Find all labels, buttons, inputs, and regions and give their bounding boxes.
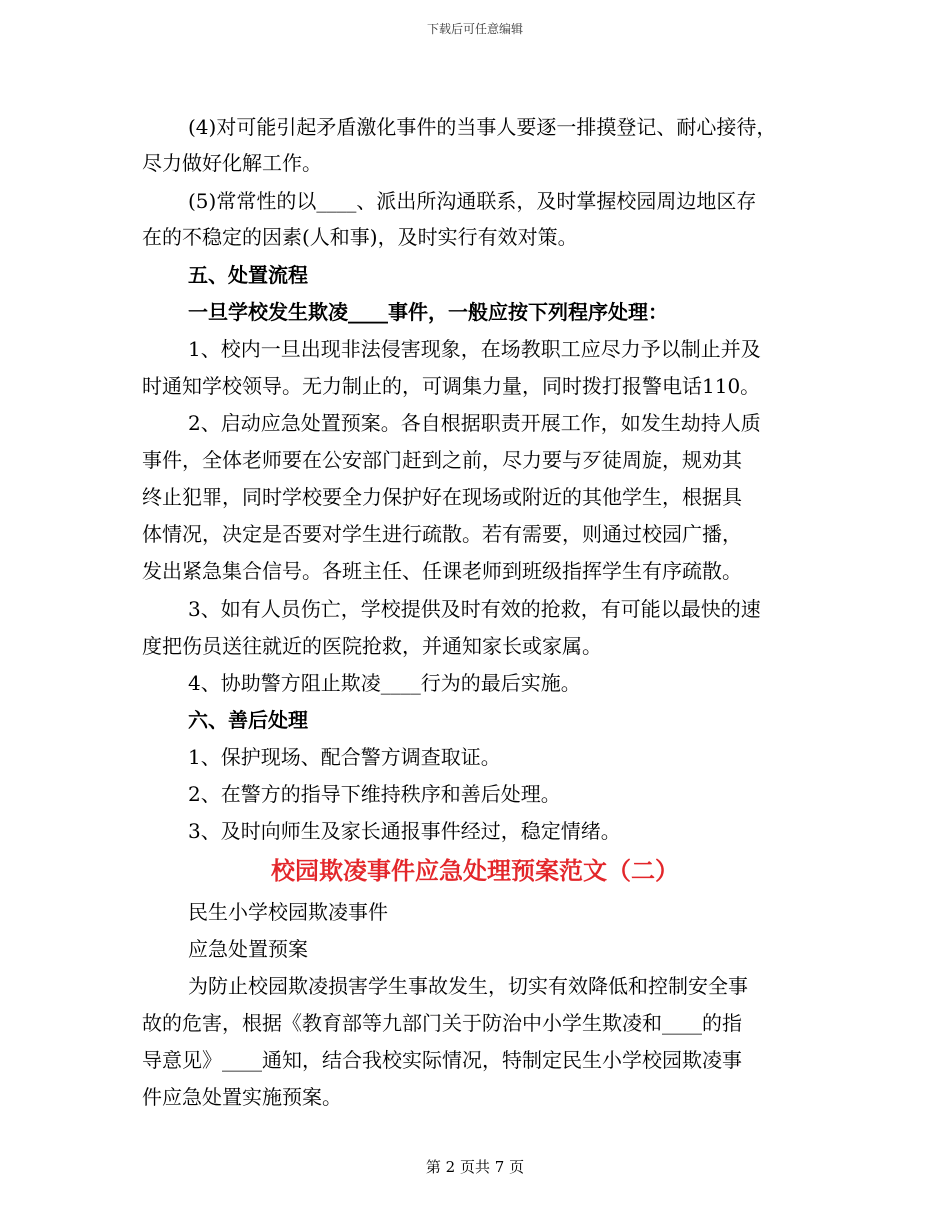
- paragraph-line: 时通知学校领导。无力制止的，可调集力量，同时拨打报警电话110。: [142, 374, 761, 398]
- page-footer: 第 2 页共 7 页: [425, 1158, 525, 1176]
- paragraph-line: 1、保护现场、配合警方调查取证。: [188, 745, 501, 769]
- paragraph-line: 为防止校园欺凌损害学生事故发生，切实有效降低和控制安全事: [188, 974, 748, 998]
- paragraph-line: 1、校内一旦出现非法侵害现象，在场教职工应尽力予以制止并及: [188, 337, 761, 361]
- paragraph-line: 件应急处置实施预案。: [142, 1085, 342, 1109]
- bold-instruction: 一旦学校发生欺凌____事件，一般应按下列程序处理：: [188, 300, 668, 324]
- paragraph-line: 2、在警方的指导下维持秩序和善后处理。: [188, 782, 561, 806]
- paragraph-line: 4、协助警方阻止欺凌____行为的最后实施。: [188, 671, 581, 695]
- paragraph-line: (5)常常性的以____、派出所沟通联系，及时掌握校园周边地区存: [188, 189, 757, 213]
- paragraph-line: (4)对可能引起矛盾激化事件的当事人要逐一排摸登记、耐心接待，: [188, 115, 777, 139]
- paragraph-line: 3、如有人员伤亡，学校提供及时有效的抢救，有可能以最快的速: [188, 597, 761, 621]
- section-heading: 六、善后处理: [188, 708, 308, 732]
- paragraph-line: 导意见》____通知，结合我校实际情况，特制定民生小学校园欺凌事: [142, 1048, 742, 1072]
- section-heading: 五、处置流程: [188, 263, 308, 287]
- paragraph-line: 终止犯罪，同时学校要全力保护好在现场或附近的其他学生，根据具: [142, 485, 742, 509]
- paragraph-line: 3、及时向师生及家长通报事件经过，稳定情绪。: [188, 819, 621, 843]
- document-title: 校园欺凌事件应急处理预案范文（二）: [271, 856, 679, 885]
- paragraph-line: 发出紧急集合信号。各班主任、任课老师到班级指挥学生有序疏散。: [142, 559, 742, 583]
- paragraph-line: 在的不稳定的因素(人和事)，及时实行有效对策。: [142, 225, 578, 249]
- paragraph-line: 事件，全体老师要在公安部门赶到之前，尽力要与歹徒周旋，规劝其: [142, 448, 742, 472]
- paragraph-line: 应急处置预案: [188, 937, 308, 961]
- paragraph-line: 民生小学校园欺凌事件: [188, 900, 388, 924]
- paragraph-line: 度把伤员送往就近的医院抢救，并通知家长或家属。: [142, 634, 602, 658]
- paragraph-line: 故的危害，根据《教育部等九部门关于防治中小学生欺凌和____的指: [142, 1011, 742, 1035]
- paragraph-line: 尽力做好化解工作。: [142, 151, 322, 175]
- paragraph-line: 体情况，决定是否要对学生进行疏散。若有需要，则通过校园广播，: [142, 522, 742, 546]
- paragraph-line: 2、启动应急处置预案。各自根据职责开展工作，如发生劫持人质: [188, 411, 761, 435]
- page-header: 下载后可任意编辑: [426, 22, 523, 36]
